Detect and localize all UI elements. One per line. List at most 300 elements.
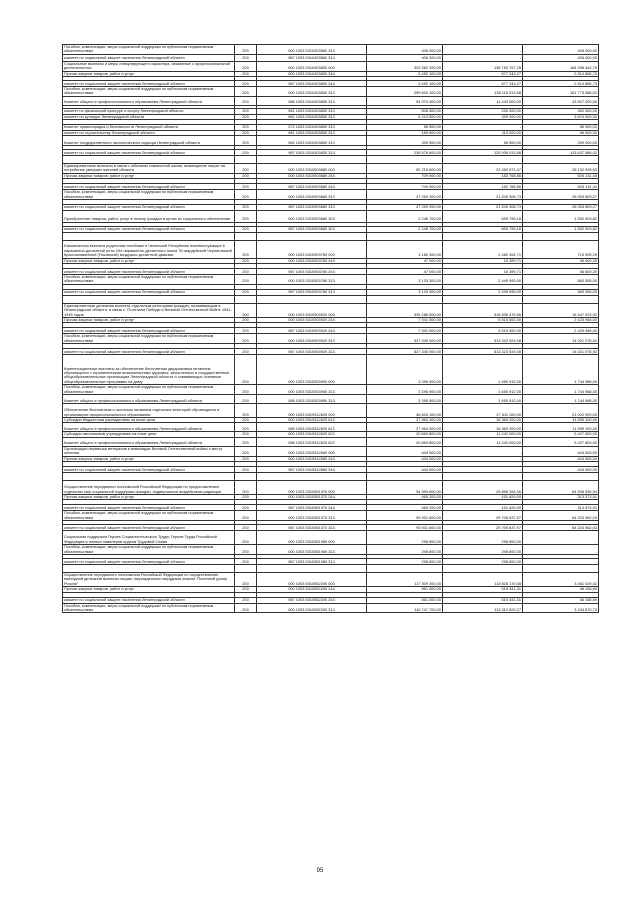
unexecuted-remainder-cell: 14 021 075,92 <box>523 334 599 344</box>
budget-code-cell: 981 1003 5310403830 313 <box>257 130 367 135</box>
budget-code-cell <box>257 232 367 240</box>
line-code-cell: 200 <box>235 573 257 587</box>
unexecuted-remainder-cell: 26 053 893,27 <box>523 190 599 200</box>
budget-code-cell: 987 1003 5310551980 313 <box>257 559 367 565</box>
unexecuted-remainder-cell: 26 053 893,27 <box>523 205 599 210</box>
table-row <box>63 505 599 511</box>
budget-code-cell: 987 1003 5310403560 313 <box>257 54 367 61</box>
budget-code-cell: 000 1003 5310512620 000 <box>257 403 367 417</box>
unexecuted-remainder-cell: 2 425 948,00 <box>523 328 599 334</box>
table-row <box>63 45 599 55</box>
unexecuted-remainder-cell: 113 637 586,02 <box>523 150 599 156</box>
description-cell: Прочая закупка товаров, работ и услуг <box>63 587 235 592</box>
budget-code-cell: 000 1003 5310503950 313 <box>257 385 367 395</box>
executed-amount-cell: 5 515 552,00 <box>443 317 523 322</box>
line-code-cell: 200 <box>235 495 257 500</box>
line-code-cell: 200 <box>235 303 257 317</box>
executed-amount-cell: 695 796,18 <box>443 210 523 222</box>
line-code-cell: 200 <box>235 71 257 76</box>
description-cell: комитет по социальной защите населения Ленинградской области <box>63 289 235 295</box>
executed-amount-cell: 56 500,00 <box>443 136 523 146</box>
unexecuted-remainder-cell: 56 500,00 <box>523 125 599 130</box>
unexecuted-remainder-cell: - <box>523 559 599 565</box>
description-cell: Пособия, компенсации, меры социальной поддержки по публичным нормативным обязательствам <box>63 45 235 55</box>
budget-code-cell: 072 1003 5310403830 313 <box>257 125 367 130</box>
table-row <box>63 130 599 135</box>
unexecuted-remainder-cell: 1 744 988,00 <box>523 394 599 403</box>
line-code-cell: 200 <box>235 226 257 232</box>
description-cell: комитет по социальной защите населения Ленинградской области <box>63 54 235 61</box>
executed-amount-cell: - <box>443 54 523 61</box>
budget-code-cell: 000 1003 5310503680 000 <box>257 164 367 174</box>
line-code-cell: 200 <box>235 446 257 456</box>
approved-amount-cell: 27 964 300,00 <box>367 417 443 422</box>
line-code-cell: 200 <box>235 150 257 156</box>
line-code-cell: 200 <box>235 525 257 531</box>
executed-amount-cell: 113 312 829,27 <box>443 603 523 613</box>
table-row <box>63 240 599 258</box>
approved-amount-cell: 406 000,00 <box>367 45 443 55</box>
description-cell: комитет по социальной защите населения Ленинградской области <box>63 349 235 355</box>
budget-code-cell: 000 1003 5310503760 244 <box>257 258 367 263</box>
line-code-cell: 200 <box>235 210 257 222</box>
unexecuted-remainder-cell: 43 527 000,00 <box>523 96 599 105</box>
budget-code-cell: 000 1003 5310551370 313 <box>257 511 367 521</box>
line-code-cell: 200 <box>235 130 257 135</box>
description-cell: Пособия, компенсации, меры социальной поддержки по публичным нормативным обязательствам <box>63 190 235 200</box>
table-row <box>63 54 599 61</box>
approved-amount-cell: 298 892,00 <box>367 545 443 555</box>
unexecuted-remainder-cell: 11 595 100,00 <box>523 417 599 422</box>
line-code-cell: 200 <box>235 349 257 355</box>
executed-amount-cell <box>443 232 523 240</box>
approved-amount-cell: 47 259 200,00 <box>367 205 443 210</box>
table-row <box>63 61 599 71</box>
table-row <box>63 150 599 156</box>
executed-amount-cell: 29 706 637,97 <box>443 511 523 521</box>
line-code-cell: 200 <box>235 505 257 511</box>
executed-amount-cell: 182 768,56 <box>443 173 523 178</box>
executed-amount-cell <box>443 156 523 164</box>
line-code-cell <box>235 295 257 303</box>
executed-amount-cell: 16 369 200,00 <box>443 417 523 422</box>
line-code-cell: 200 <box>235 173 257 178</box>
executed-amount-cell: 226 000,00 <box>443 108 523 114</box>
approved-amount-cell: 94 399 800,00 <box>367 481 443 495</box>
description-cell: комитет по социальной защите населения Ленинградской области <box>63 184 235 190</box>
approved-amount-cell: 50 216 600,00 <box>367 164 443 174</box>
budget-code-cell: 987 1003 5310503920 313 <box>257 349 367 355</box>
description-cell: Субсидии автономным учреждениям на иные цели <box>63 432 235 437</box>
approved-amount-cell <box>367 565 443 573</box>
unexecuted-remainder-cell <box>523 473 599 481</box>
description-cell: комитет по социальной защите населения Ленинградской области <box>63 328 235 334</box>
description-cell: Социальные выплаты и меры стимулирующего характера, связанные с профессиональной деятельностью <box>63 61 235 71</box>
executed-amount-cell: - <box>443 467 523 473</box>
approved-amount-cell: 93 931 600,00 <box>367 525 443 531</box>
line-code-cell: 200 <box>235 205 257 210</box>
approved-amount-cell: 303 362 200,00 <box>367 61 443 71</box>
description-cell: комитет по социальной защите населения Ленинградской области <box>63 505 235 511</box>
unexecuted-remainder-cell: 526 131,44 <box>523 184 599 190</box>
line-code-cell: 200 <box>235 54 257 61</box>
approved-amount-cell <box>367 232 443 240</box>
executed-amount-cell: 10 399,71 <box>443 258 523 263</box>
unexecuted-remainder-cell: 444 500,00 <box>523 467 599 473</box>
unexecuted-remainder-cell: 683 305,00 <box>523 274 599 284</box>
approved-amount-cell: 3 395 900,00 <box>367 385 443 395</box>
line-code-cell: 200 <box>235 136 257 146</box>
unexecuted-remainder-cell: 406 000,00 <box>523 54 599 61</box>
line-code-cell: 200 <box>235 394 257 403</box>
description-cell <box>63 295 235 303</box>
table-spacer-row <box>63 156 599 164</box>
table-row <box>63 385 599 395</box>
budget-code-cell: 987 1003 5310503680 244 <box>257 184 367 190</box>
executed-amount-cell: 1 650 912,00 <box>443 385 523 395</box>
budget-code-cell: 088 1003 5310512620 612 <box>257 423 367 432</box>
executed-amount-cell: 138 116 513,98 <box>443 87 523 97</box>
description-cell: комитет по социальной защите населения Ленинградской области <box>63 559 235 565</box>
executed-amount-cell: 695 796,18 <box>443 226 523 232</box>
approved-amount-cell: 48 634 100,00 <box>367 403 443 417</box>
budget-code-cell: 000 1003 5310552200 313 <box>257 603 367 613</box>
unexecuted-remainder-cell: 3 434 870,73 <box>523 603 599 613</box>
approved-amount-cell: 47 000,00 <box>367 268 443 274</box>
budget-code-cell: 987 1003 5310503760 313 <box>257 289 367 295</box>
approved-amount-cell: 20 669 800,00 <box>367 437 443 446</box>
table-row <box>63 349 599 355</box>
unexecuted-remainder-cell: 64 224 962,03 <box>523 525 599 531</box>
unexecuted-remainder-cell: 2 425 948,00 <box>523 317 599 322</box>
budget-code-cell: 000 1003 5310503920 313 <box>257 334 367 344</box>
executed-amount-cell <box>443 473 523 481</box>
approved-amount-cell: 444 500,00 <box>367 467 443 473</box>
executed-amount-cell: 10 399,71 <box>443 268 523 274</box>
description-cell: Осуществление переданных полномочий Российской Федерации по предоставлению отдельных мер социальной поддержки граждан, подвергшихся воздействию радиации <box>63 481 235 495</box>
executed-amount-cell <box>443 565 523 573</box>
description-cell: Прочая закупка товаров, работ и услуг <box>63 456 235 461</box>
line-code-cell: 200 <box>235 45 257 55</box>
budget-code-cell: 088 1003 5310403830 313 <box>257 96 367 105</box>
executed-amount-cell <box>443 295 523 303</box>
executed-amount-cell: 298 892,00 <box>443 531 523 545</box>
executed-amount-cell: 513 323 924,08 <box>443 349 523 355</box>
description-cell: Компенсационные выплаты за обеспечение бесплатным двухразовым питанием обучающихся с ограниченными возможностями здоровья, зачисленных в государственные общеобразовательные организации Ленинградской области и осваивающих основные общеобразовательные программы на дому <box>63 355 235 385</box>
line-code-cell: 200 <box>235 456 257 461</box>
unexecuted-remainder-cell: 1 744 988,00 <box>523 385 599 395</box>
approved-amount-cell: 535 286 500,00 <box>367 303 443 317</box>
executed-amount-cell: 125 939 013,98 <box>443 150 523 156</box>
executed-amount-cell: 11 443 000,00 <box>443 96 523 105</box>
table-row <box>63 446 599 456</box>
description-cell: Ежемесячная выплата родителям погибших в Чеченской Республике военнослужащих 6 парашютно-десантной роты 104 парашютно-десантного полка 76 гвардейской Черниговской Краснознаменной (Псковской) воздушно-десантной дивизии <box>63 240 235 258</box>
line-code-cell: 200 <box>235 385 257 395</box>
table-row <box>63 437 599 446</box>
executed-amount-cell: 27 611 200,00 <box>443 403 523 417</box>
unexecuted-remainder-cell: - <box>523 531 599 545</box>
executed-amount-cell: 21 205 306,73 <box>443 205 523 210</box>
table-row <box>63 210 599 222</box>
approved-amount-cell: 527 345 000,00 <box>367 349 443 355</box>
executed-amount-cell: 518 839 476,56 <box>443 303 523 317</box>
line-code-cell: 200 <box>235 328 257 334</box>
unexecuted-remainder-cell: 64 538 535,94 <box>523 481 599 495</box>
line-code-cell <box>235 232 257 240</box>
table-row <box>63 81 599 87</box>
description-cell: Пособия, компенсации, меры социальной поддержки по публичным нормативным обязательствам <box>63 385 235 395</box>
table-row <box>63 423 599 432</box>
table-row <box>63 394 599 403</box>
approved-amount-cell: 465 200,00 <box>367 495 443 500</box>
line-code-cell: 200 <box>235 317 257 322</box>
unexecuted-remainder-cell: 3 481 029,42 <box>523 573 599 587</box>
approved-amount-cell: 508 500,00 <box>367 108 443 114</box>
description-cell: Комитет правопорядка и безопасности Ленинградской области <box>63 125 235 130</box>
unexecuted-remainder-cell: 164 598 442,75 <box>523 61 599 71</box>
line-code-cell: 200 <box>235 481 257 495</box>
approved-amount-cell: 93 931 600,00 <box>367 511 443 521</box>
budget-code-cell: 000 1003 5310503760 313 <box>257 274 367 284</box>
table-row <box>63 545 599 555</box>
unexecuted-remainder-cell: 406 000,00 <box>523 45 599 55</box>
budget-code-cell: 000 1003 5310512660 244 <box>257 456 367 461</box>
line-code-cell: 200 <box>235 125 257 130</box>
executed-amount-cell: 515 341,31 <box>443 587 523 592</box>
description-cell: Социальная поддержка Героев Социалистического Труда, Героев Труда Российской Федерации и полных кавалеров ордена Трудовой Славы <box>63 531 235 545</box>
approved-amount-cell: 3 395 900,00 <box>367 355 443 385</box>
unexecuted-remainder-cell: 56 500,00 <box>523 130 599 135</box>
approved-amount-cell: 406 000,00 <box>367 54 443 61</box>
budget-code-cell: 000 1003 5310551980 313 <box>257 545 367 555</box>
table-row <box>63 403 599 417</box>
approved-amount-cell: 20 669 800,00 <box>367 432 443 437</box>
budget-code-cell: 000 1003 5310552200 000 <box>257 573 367 587</box>
unexecuted-remainder-cell: 21 022 900,00 <box>523 403 599 417</box>
unexecuted-remainder-cell <box>523 232 599 240</box>
executed-amount-cell: 1 650 912,00 <box>443 355 523 385</box>
unexecuted-remainder-cell: 9 427 800,00 <box>523 432 599 437</box>
approved-amount-cell: 3 395 900,00 <box>367 394 443 403</box>
table-row <box>63 597 599 603</box>
table-body <box>63 45 599 613</box>
approved-amount-cell <box>367 295 443 303</box>
description-cell: Пособия, компенсации, меры социальной поддержки по публичным нормативным обязательствам <box>63 334 235 344</box>
unexecuted-remainder-cell: 313 573,91 <box>523 495 599 500</box>
unexecuted-remainder-cell: 36 600,29 <box>523 268 599 274</box>
description-cell <box>63 473 235 481</box>
executed-amount-cell: 513 323 924,08 <box>443 334 523 344</box>
approved-amount-cell: 2 248 700,00 <box>367 226 443 232</box>
table-spacer-row <box>63 473 599 481</box>
budget-code-cell: 000 1003 5310512620 622 <box>257 432 367 437</box>
table-row <box>63 432 599 437</box>
line-code-cell: 200 <box>235 274 257 284</box>
approved-amount-cell: 3 133 300,00 <box>367 274 443 284</box>
approved-amount-cell: 169 500,00 <box>367 130 443 135</box>
executed-amount-cell: 182 768,56 <box>443 184 523 190</box>
table-row <box>63 328 599 334</box>
executed-amount-cell: 16 369 200,00 <box>443 423 523 432</box>
table-row <box>63 184 599 190</box>
approved-amount-cell: 47 259 200,00 <box>367 190 443 200</box>
line-code-cell: 200 <box>235 423 257 432</box>
approved-amount-cell: 239 576 600,00 <box>367 150 443 156</box>
budget-code-cell: 000 1003 5310403830 244 <box>257 71 367 76</box>
unexecuted-remainder-cell: 2 814 856,73 <box>523 81 599 87</box>
description-cell: Осуществление переданного полномочия Российской Федерации по осуществлению ежегодной денежной выплаты лицам, награжденным нагрудным знаком "Почетный донор России" <box>63 573 235 587</box>
description-cell: Прочая закупка товаров, работ и услуг <box>63 258 235 263</box>
description-cell: Прочая закупка товаров, работ и услуг <box>63 71 235 76</box>
table-row <box>63 511 599 521</box>
table-spacer-row <box>63 232 599 240</box>
table-row <box>63 226 599 232</box>
budget-table-container <box>62 44 598 613</box>
approved-amount-cell: 444 500,00 <box>367 456 443 461</box>
unexecuted-remainder-cell: 11 595 100,00 <box>523 423 599 432</box>
budget-code-cell: 000 1003 5310403830 313 <box>257 87 367 97</box>
table-row <box>63 96 599 105</box>
table-spacer-row <box>63 565 599 573</box>
budget-code-cell: 000 1003 5310503680 323 <box>257 210 367 222</box>
budget-code-cell: 987 1003 5310403830 313 <box>257 150 367 156</box>
executed-amount-cell: 677 243,27 <box>443 71 523 76</box>
description-cell: комитет по социальной защите населения Ленинградской области <box>63 525 235 531</box>
executed-amount-cell: 11 242 000,00 <box>443 432 523 437</box>
budget-code-cell: 987 1003 5310503760 244 <box>257 268 367 274</box>
description-cell: Пособия, компенсации, меры социальной поддержки по публичным нормативным обязательствам <box>63 603 235 613</box>
executed-amount-cell: 138 763 757,25 <box>443 61 523 71</box>
line-code-cell: 200 <box>235 184 257 190</box>
description-cell: комитет по социальной защите населения Ленинградской области <box>63 467 235 473</box>
line-code-cell: 200 <box>235 355 257 385</box>
executed-amount-cell: 29 706 637,97 <box>443 525 523 531</box>
description-cell <box>63 156 235 164</box>
approved-amount-cell <box>367 473 443 481</box>
budget-code-cell: 987 1003 5310551370 244 <box>257 505 367 511</box>
budget-code-cell: 982 1003 5310403830 313 <box>257 136 367 146</box>
table-row <box>63 114 599 119</box>
table-row <box>63 274 599 284</box>
budget-code-cell: 982 1003 5310403830 313 <box>257 114 367 119</box>
approved-amount-cell: 561 500,00 <box>367 597 443 603</box>
budget-code-cell: 000 1003 5310512660 000 <box>257 446 367 456</box>
executed-amount-cell: 21 205 306,73 <box>443 190 523 200</box>
budget-code-cell: 000 1003 5310551980 000 <box>257 531 367 545</box>
table-row <box>63 525 599 531</box>
executed-amount-cell: 677 243,27 <box>443 81 523 87</box>
approved-amount-cell: 7 941 500,00 <box>367 317 443 322</box>
line-code-cell: 200 <box>235 164 257 174</box>
line-code-cell <box>235 565 257 573</box>
table-row <box>63 603 599 613</box>
approved-amount-cell: 2 248 700,00 <box>367 210 443 222</box>
description-cell: комитет по социальной защите населения Ленинградской области <box>63 81 235 87</box>
line-code-cell: 200 <box>235 467 257 473</box>
unexecuted-remainder-cell: 28 132 928,53 <box>523 164 599 174</box>
executed-amount-cell: 2 449 995,00 <box>443 274 523 284</box>
approved-amount-cell: 47 000,00 <box>367 258 443 263</box>
table-row <box>63 355 599 385</box>
description-cell: комитет по социальной защите населения Ленинградской области <box>63 150 235 156</box>
description-cell: комитет по физической культуре и спорту Ленинградской области <box>63 108 235 114</box>
approved-amount-cell: 298 892,00 <box>367 559 443 565</box>
budget-code-cell: 987 1003 5310551370 313 <box>257 525 367 531</box>
executed-amount-cell: - <box>443 446 523 456</box>
line-code-cell: 200 <box>235 61 257 71</box>
description-cell: комитет по строительству Ленинградской области <box>63 130 235 135</box>
table-row <box>63 108 599 114</box>
table-row <box>63 531 599 545</box>
approved-amount-cell: 54 970 000,00 <box>367 96 443 105</box>
approved-amount-cell: 527 345 000,00 <box>367 334 443 344</box>
description-cell: Прочая закупка товаров, работ и услуг <box>63 173 235 178</box>
budget-code-cell: 088 1003 5310512620 622 <box>257 437 367 446</box>
budget-code-cell <box>257 565 367 573</box>
approved-amount-cell: 3 180 300,00 <box>367 240 443 258</box>
description-cell <box>63 565 235 573</box>
description-cell: Пособия, компенсации, меры социальной поддержки по публичным нормативным обязательствам <box>63 87 235 97</box>
unexecuted-remainder-cell: 282 500,00 <box>523 108 599 114</box>
approved-amount-cell: 117 309 200,00 <box>367 573 443 587</box>
unexecuted-remainder-cell: 9 427 800,00 <box>523 437 599 446</box>
budget-code-cell: 987 1003 5310503680 313 <box>257 205 367 210</box>
budget-code-cell: 000 1003 5310403560 313 <box>257 45 367 55</box>
line-code-cell: 200 <box>235 403 257 417</box>
line-code-cell: 200 <box>235 437 257 446</box>
table-row <box>63 205 599 210</box>
approved-amount-cell: 395 500,00 <box>367 136 443 146</box>
description-cell: Комитет общего и профессионального образования Ленинградской области <box>63 437 235 446</box>
approved-amount-cell: 299 600 100,00 <box>367 87 443 97</box>
executed-amount-cell: 2 449 995,00 <box>443 289 523 295</box>
approved-amount-cell: 709 900,00 <box>367 173 443 178</box>
budget-code-cell: 000 1003 5310503680 313 <box>257 190 367 200</box>
line-code-cell: 200 <box>235 603 257 613</box>
unexecuted-remainder-cell: 683 305,00 <box>523 289 599 295</box>
line-code-cell: 200 <box>235 559 257 565</box>
executed-amount-cell: - <box>443 45 523 55</box>
line-code-cell: 200 <box>235 96 257 105</box>
executed-amount-cell: 22 083 671,47 <box>443 164 523 174</box>
approved-amount-cell: 7 941 500,00 <box>367 328 443 334</box>
line-code-cell: 200 <box>235 87 257 97</box>
approved-amount-cell: 465 200,00 <box>367 505 443 511</box>
budget-code-cell: 000 1003 5310552200 244 <box>257 587 367 592</box>
unexecuted-remainder-cell: 46 158,69 <box>523 587 599 592</box>
unexecuted-remainder-cell: 444 500,00 <box>523 446 599 456</box>
line-code-cell: 200 <box>235 240 257 258</box>
budget-code-cell: 000 1003 5310551370 000 <box>257 481 367 495</box>
unexecuted-remainder-cell: 526 131,44 <box>523 173 599 178</box>
executed-amount-cell: - <box>443 456 523 461</box>
unexecuted-remainder-cell: 36 600,29 <box>523 258 599 263</box>
executed-amount-cell: 2 460 394,71 <box>443 240 523 258</box>
unexecuted-remainder-cell <box>523 295 599 303</box>
line-code-cell: 200 <box>235 81 257 87</box>
budget-code-cell: 000 1003 5310503950 000 <box>257 355 367 385</box>
unexecuted-remainder-cell: 46 158,69 <box>523 597 599 603</box>
description-cell: Пособия, компенсации, меры социальной поддержки по публичным нормативным обязательствам <box>63 511 235 521</box>
description-cell: комитет по социальной защите населения Ленинградской области <box>63 205 235 210</box>
budget-code-cell <box>257 473 367 481</box>
unexecuted-remainder-cell: 1 552 903,82 <box>523 210 599 222</box>
unexecuted-remainder-cell: 313 573,91 <box>523 505 599 511</box>
description-cell: Прочая закупка товаров, работ и услуг <box>63 495 235 500</box>
line-code-cell: 200 <box>235 587 257 592</box>
line-code-cell: 200 <box>235 190 257 200</box>
budget-code-cell <box>257 156 367 164</box>
